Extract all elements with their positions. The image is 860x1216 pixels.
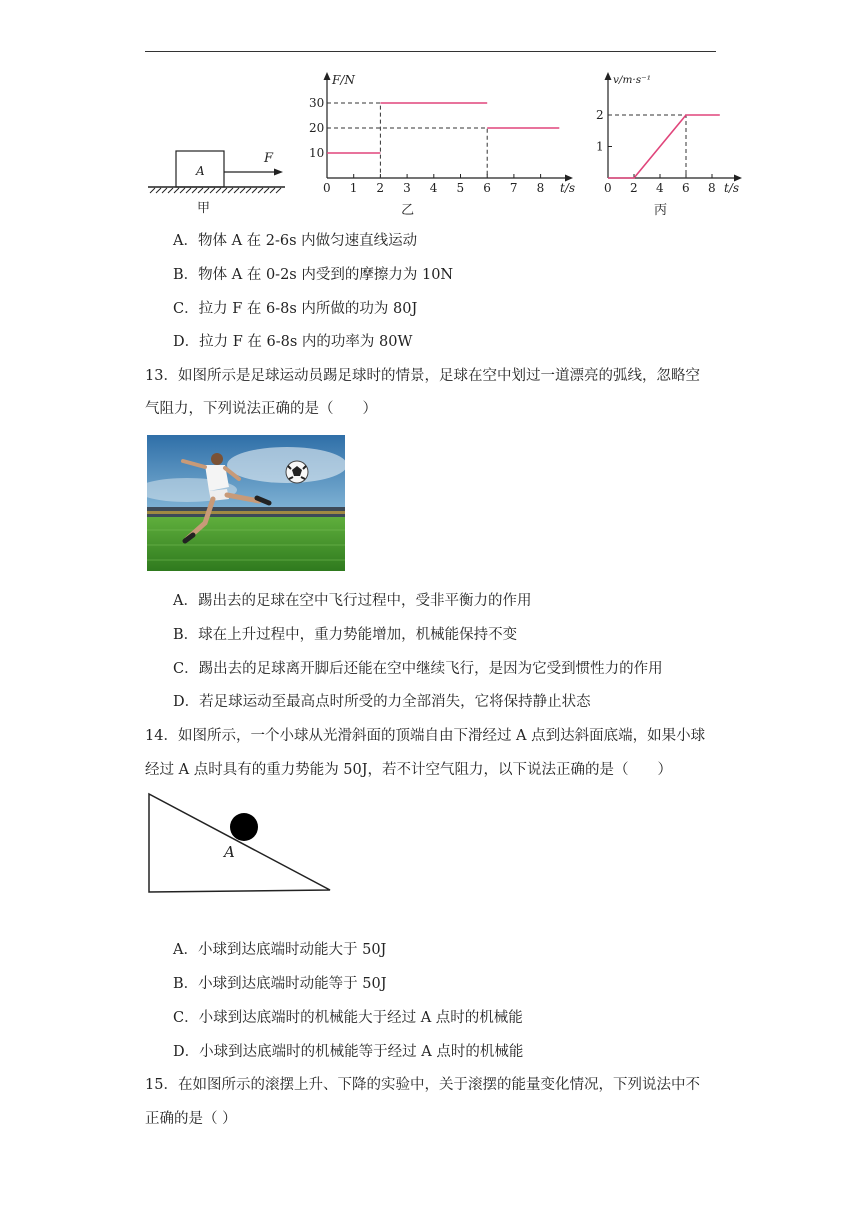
q13-stem-line1: 13．如图所示是足球运动员踢足球时的情景，足球在空中划过一道漂亮的弧线，忽略空 — [145, 368, 700, 384]
option-letter: B． — [173, 627, 199, 643]
x-axis-label: t/s — [724, 181, 740, 195]
q13-option-a — [173, 591, 531, 611]
x-tick-label: 3 — [403, 181, 411, 195]
option-text: 拉力 F 在 6-8s 内的功率为 80W — [199, 334, 413, 350]
option-letter: C． — [173, 1010, 199, 1026]
y-axis-label: F/N — [332, 73, 355, 87]
x-tick-label: 5 — [456, 181, 465, 195]
q14-stem-line1: 14．如图所示，一个小球从光滑斜面的顶端自由下滑经过 A 点到达斜面底端，如果小球 — [145, 728, 706, 744]
q12-option-b — [173, 265, 453, 285]
y-tick-label: 1 — [596, 139, 604, 154]
guide-line — [327, 103, 380, 178]
q13-option-b — [173, 625, 517, 645]
option-text: 小球到达底端时动能等于 50J — [198, 976, 387, 992]
y-axis-arrow — [324, 72, 331, 80]
x-tick-label: 0 — [604, 181, 612, 195]
incline-figure — [145, 790, 335, 896]
option-letter: C． — [173, 661, 199, 677]
x-tick-label: 2 — [376, 181, 385, 195]
x-tick-label: 6 — [483, 181, 491, 195]
q13-option-d — [173, 692, 591, 712]
x-tick-label: 6 — [682, 181, 690, 195]
option-text: 物体 A 在 2-6s 内做匀速直线运动 — [197, 233, 418, 249]
guide-line — [608, 115, 686, 178]
x-tick-label: 8 — [536, 181, 545, 195]
option-text: 拉力 F 在 6-8s 内所做的功为 80J — [198, 301, 418, 317]
option-letter: D． — [173, 694, 200, 710]
q14-option-b — [173, 974, 387, 994]
football-photo — [147, 435, 345, 571]
header-rule — [145, 51, 716, 52]
x-tick-label: 8 — [708, 181, 716, 195]
option-letter: A． — [173, 942, 198, 958]
y-tick-label: 10 — [309, 146, 325, 160]
q13-stem-line2: 气阻力，下列说法正确的是（ ） — [145, 401, 377, 417]
football — [286, 461, 308, 483]
caption-bing: 丙 — [654, 203, 668, 218]
force-label: F — [264, 151, 274, 166]
figure-jia — [145, 145, 290, 215]
option-text: 物体 A 在 0-2s 内受到的摩擦力为 10N — [198, 267, 454, 283]
q15-stem-line1: 15．在如图所示的滚摆上升、下降的实验中，关于滚摆的能量变化情况，下列说法中不 — [145, 1077, 700, 1093]
y-tick-label: 30 — [309, 96, 325, 110]
q14-stem-line2: 经过 A 点时具有的重力势能为 50J，若不计空气阻力，以下说法正确的是（ ） — [145, 762, 673, 778]
x-axis-label: t/s — [560, 181, 576, 195]
incline-triangle — [149, 794, 330, 892]
chart-bing — [590, 68, 750, 218]
y-axis-arrow — [605, 72, 612, 80]
option-text: 球在上升过程中，重力势能增加，机械能保持不变 — [198, 627, 518, 643]
block-label: A — [196, 164, 205, 178]
option-letter: C． — [173, 301, 199, 317]
option-letter: B． — [173, 267, 199, 283]
option-letter: A． — [173, 233, 198, 249]
q12-option-c — [173, 299, 417, 319]
option-letter: A． — [173, 593, 198, 609]
chart-yi — [305, 68, 577, 218]
q13-option-c — [173, 659, 663, 679]
y-tick-label: 2 — [596, 108, 604, 122]
x-tick-label: 2 — [630, 181, 638, 195]
x-tick-label: 4 — [429, 181, 438, 195]
x-tick-label: 0 — [323, 181, 331, 195]
q14-option-a — [173, 940, 386, 960]
y-tick-label: 20 — [309, 121, 325, 135]
option-text: 小球到达底端时动能大于 50J — [197, 942, 387, 958]
q15-stem-line2: 正确的是（ ） — [145, 1111, 237, 1127]
point-a-label: A — [224, 843, 235, 861]
option-letter: B． — [173, 976, 199, 992]
y-axis-label: v/m·s⁻¹ — [613, 74, 651, 86]
q14-option-d — [173, 1042, 523, 1062]
option-text: 踢出去的足球在空中飞行过程中，受非平衡力的作用 — [197, 593, 532, 609]
q12-option-a — [173, 231, 417, 251]
x-tick-label: 1 — [349, 181, 358, 195]
option-text: 小球到达底端时的机械能等于经过 A 点时的机械能 — [199, 1044, 524, 1060]
option-letter: D． — [173, 1044, 200, 1060]
x-tick-label: 7 — [509, 181, 518, 195]
caption-yi: 乙 — [401, 203, 415, 218]
option-letter: D． — [173, 334, 200, 350]
q12-option-d — [173, 332, 412, 352]
x-tick-label: 4 — [656, 181, 664, 195]
q14-option-c — [173, 1008, 523, 1028]
ball — [230, 813, 258, 841]
option-text: 小球到达底端时的机械能大于经过 A 点时的机械能 — [198, 1010, 523, 1026]
option-text: 若足球运动至最高点时所受的力全部消失，它将保持静止状态 — [199, 694, 591, 710]
option-text: 踢出去的足球离开脚后还能在空中继续飞行，是因为它受到惯性力的作用 — [198, 661, 663, 677]
caption-jia: 甲 — [197, 201, 211, 215]
velocity-line — [608, 115, 720, 178]
